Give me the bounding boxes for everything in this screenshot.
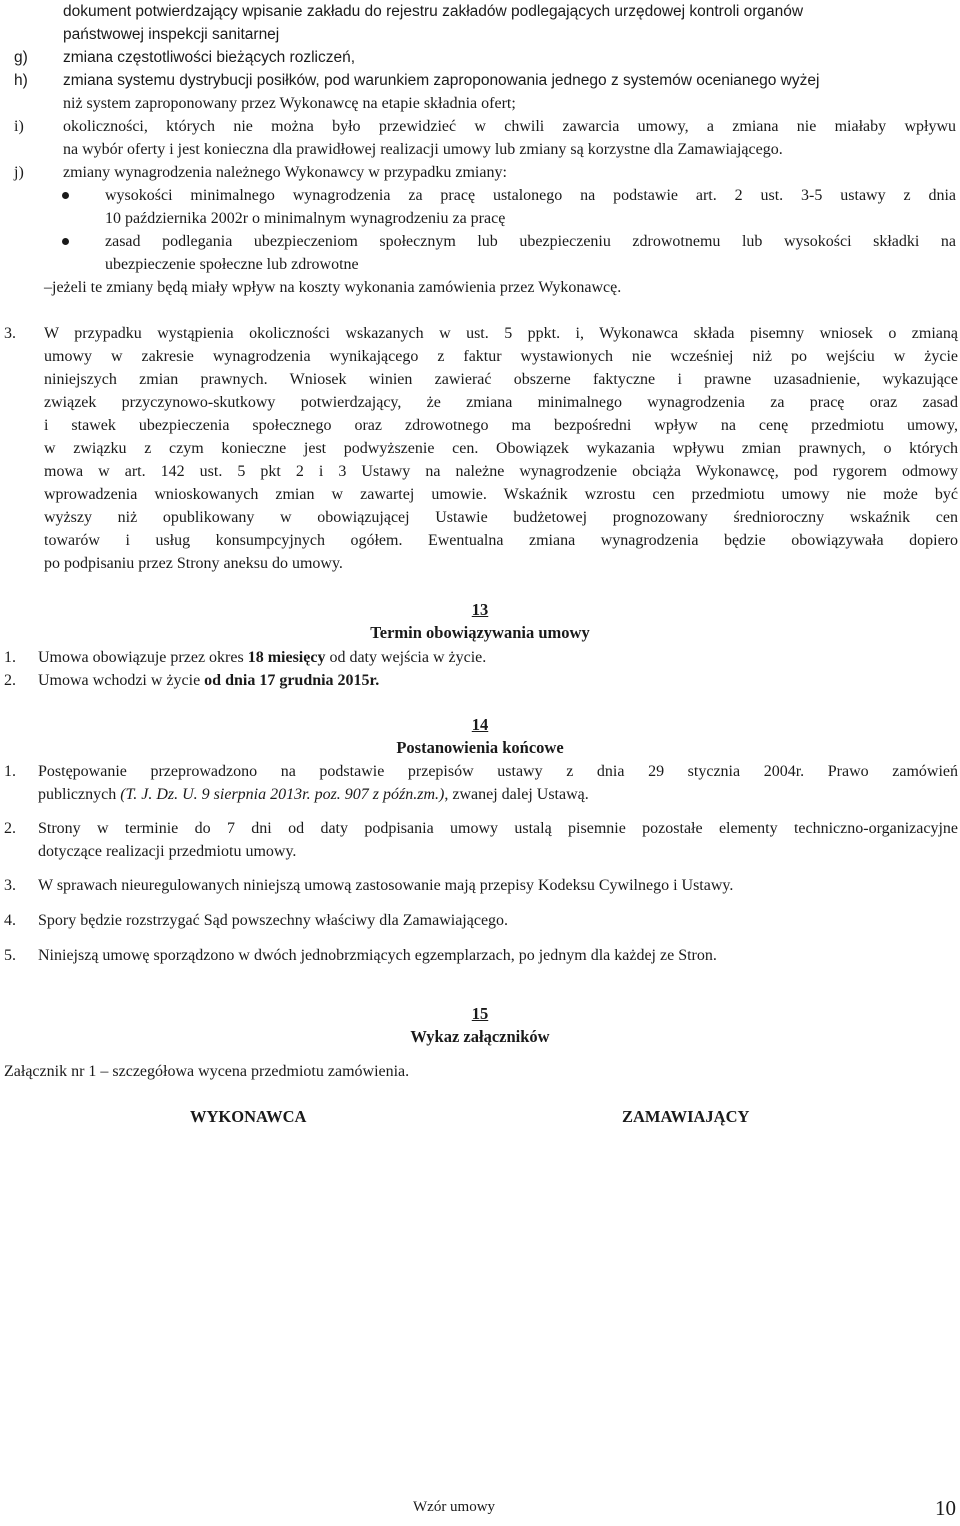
paragraph-3-line: niniejszych zmian prawnych. Wniosek winien zawierać obszerne faktyczne i prawne uzasadnienie, wykazujące [44,371,958,388]
section-13-item-1: Umowa obowiązuje przez okres 18 miesięcy od daty wejścia w życie. [38,649,487,666]
paragraph-3-line: po podpisaniu przez Strony aneksu do umowy. [44,555,343,572]
condition-line: –jeżeli te zmiany będą miały wpływ na koszty wykonania zamówienia przez Wykonawcę. [44,279,622,296]
list-item-i-line-2: na wybór oferty i jest konieczna dla prawidłowej realizacji umowy lub zmiany są korzystne dla Zamawiającego. [63,141,783,158]
section-14-item-1-line-1: Postępowanie przeprowadzono na podstawie przepisów ustawy z dnia 29 stycznia 2004r. Prawo zamówień [38,763,958,780]
bullet-1-line-1: wysokości minimalnego wynagrodzenia za pracę ustalonego na podstawie art. 2 ust. 3-5 ustawy z dnia [105,187,956,204]
list-label-j: j) [14,164,24,181]
list-continuation-line-1: dokument potwierdzający wpisanie zakładu do rejestru zakładów podlegających urzędowej kontroli organów [63,3,804,20]
section-14-item-5-number: 5. [4,947,16,964]
list-item-g: zmiana częstotliwości bieżących rozliczeń, [63,49,356,66]
section-14-item-4: Spory będzie rozstrzygać Sąd powszechny właściwy dla Zamawiającego. [38,912,509,929]
list-label-h: h) [14,72,28,89]
paragraph-3-line: umowy w zakresie wynagrodzenia wynikającego z faktur wystawionych nie wcześniej niż po wejściu w życie [44,348,958,365]
paragraph-3-line: wyższy niż opublikowany w obowiązującej Ustawie budżetowej prognozowany średnioroczny wskaźnik cen [44,509,958,526]
section-14-item-2-number: 2. [4,820,16,837]
paragraph-3-number: 3. [4,325,16,342]
section-14-item-2-line-2: dotyczące realizacji przedmiotu umowy. [38,843,297,860]
list-label-i: i) [14,118,24,135]
section-14-item-5: Niniejszą umowę sporządzono w dwóch jednobrzmiących egzemplarzach, po jednym dla każdej ze Stron. [38,947,717,964]
section-13-item-2-number: 2. [4,672,16,689]
page-number: 10 [935,1496,956,1520]
section-15-title: Wykaz załączników [410,1027,550,1046]
section-14-item-1-line-2: publicznych (T. J. Dz. U. 9 sierpnia 2013r. poz. 907 z późn.zm.), zwanej dalej Ustawą. [38,786,589,803]
footer-label: Wzór umowy [413,1499,496,1515]
paragraph-3-line: i stawek ubezpieczenia społecznego oraz zdrowotnego ma bezpośredni wpływ na cenę przedmiotu umowy, [44,417,958,434]
section-15-number: 15 [471,1004,489,1023]
paragraph-3-line: towarów i usług konsumpcyjnych ogółem. Ewentualna zmiana wynagrodzenia będzie obowiązywała dopiero [44,532,958,549]
paragraph-3-line: mowa w art. 142 ust. 5 pkt 2 i 3 Ustawy na należne wynagrodzenie obciąża Wykonawcę, pod rygorem odmowy [44,463,958,480]
bullet-2-line-2: ubezpieczenie społeczne lub zdrowotne [105,256,359,273]
section-13-item-2: Umowa wchodzi w życie od dnia 17 grudnia 2015r. [38,672,380,689]
section-14-item-3: W sprawach nieuregulowanych niniejszą umową zastosowanie mają przepisy Kodeksu Cywilnego i Ustawy. [38,877,734,894]
paragraph-3-line: W przypadku wystąpienia okoliczności wskazanych w ust. 5 ppkt. i, Wykonawca składa pisemny wniosek o zmianą [44,325,958,342]
section-13-number: 13 [471,600,489,619]
section-14-number: 14 [471,715,489,734]
section-14-item-2-line-1: Strony w terminie do 7 dni od daty podpisania umowy ustalą pisemnie pozostałe elementy techniczno-organizacyjne [38,820,958,837]
list-item-h-line-2: niż system zaproponowany przez Wykonawcę na etapie składnia ofert; [63,95,516,112]
bullet-icon [62,238,69,245]
signature-client: ZAMAWIAJĄCY [622,1107,750,1126]
section-14-item-4-number: 4. [4,912,16,929]
section-14-item-1-number: 1. [4,763,16,780]
list-item-j: zmiany wynagrodzenia należnego Wykonawcy w przypadku zmiany: [63,164,507,181]
section-13-item-1-number: 1. [4,649,16,666]
bullet-2-line-1: zasad podlegania ubezpieczeniom społecznym lub ubezpieczeniu zdrowotnemu lub wysokości składki na [105,233,956,250]
paragraph-3-line: wprowadzenia wnioskowanych zmian w zawartej umowie. Wskaźnik wzrostu cen przedmiotu umowy nie może być [44,486,958,503]
attachment-line: Załącznik nr 1 – szczegółowa wycena przedmiotu zamówienia. [4,1063,410,1080]
section-14-item-3-number: 3. [4,877,16,894]
list-item-h-line-1: zmiana systemu dystrybucji posiłków, pod warunkiem zaproponowania jednego z systemów ocenianego wyżej [63,72,820,89]
paragraph-3-line: związek przyczynowo-skutkowy potwierdzający, że zmiana minimalnego wynagrodzenia za pracę oraz zasad [44,394,958,411]
list-label-g: g) [14,49,28,66]
section-13-title: Termin obowiązywania umowy [370,623,590,642]
bullet-1-line-2: 10 października 2002r o minimalnym wynagrodzeniu za pracę [105,210,506,227]
list-item-i-line-1: okoliczności, których nie można było przewidzieć w chwili zawarcia umowy, a zmiana nie miałaby wpływu [63,118,956,135]
paragraph-3-line: w związku z czym konieczne jest podwyższenie cen. Obowiązek wykazania wpływu zmian prawnych, o których [44,440,958,457]
bullet-icon [62,192,69,199]
section-14-title: Postanowienia końcowe [396,738,564,757]
signature-contractor: WYKONAWCA [190,1107,307,1126]
list-continuation-line-2: państwowej inspekcji sanitarnej [63,26,280,43]
